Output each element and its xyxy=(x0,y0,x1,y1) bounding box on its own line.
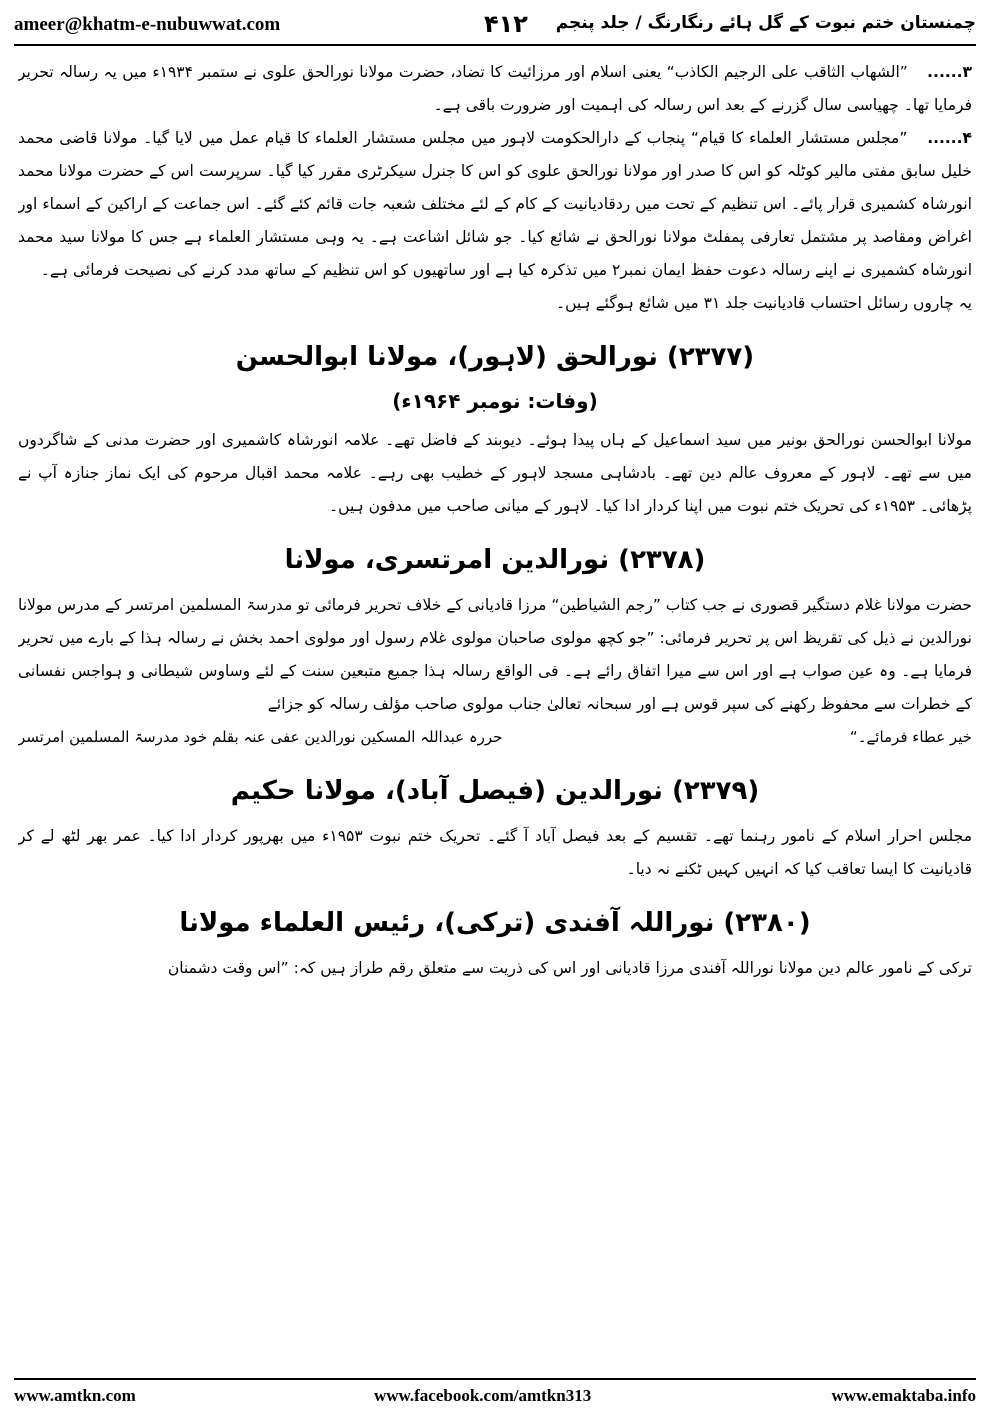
page-number: ۴۱۲ xyxy=(484,10,528,38)
item-number: ۳...... xyxy=(927,63,972,81)
page-content xyxy=(18,56,972,1370)
footer-rule xyxy=(14,1378,976,1380)
closing-note: یہ چاروں رسائل احتساب قادیانیت جلد ۳۱ میں شائع ہوگئے ہیں۔ xyxy=(556,294,972,312)
book-title: چمنستان ختم نبوت کے گل ہائے رنگارنگ / جلد پنجم xyxy=(555,13,976,33)
footer-link-amtkn[interactable]: www.amtkn.com xyxy=(14,1386,136,1405)
section-body-2378: حضرت مولانا غلام دستگیر قصوری نے جب کتاب ”رجم الشیاطین“ مرزا قادیانی کے خلاف تحریر فرمائی تو مدرسۃ المسلمین امرتسر کے مدرس مولانا نورالدین نے ذیل کی تقریظ اس پر تحریر فرمائی: ”جو کچھ مولوی صاحبان مولوی غلام رسول اور مولوی احمد بخش نے رسالہ ہذا کے بارے میں تحریر فرمایا ہے۔ وہ عین صواب ہے اور اس سے میرا اتفاق رائے ہے۔ فی الواقع رسالہ ہذا جمیع متبعین سنت کے لئے وساوس شیطانی و ہواجس نفسانی کے خطرات سے محفوظ رکھنے کی سپر قوس ہے اور سبحانہ تعالیٰ جناب مولوی صاحب مؤلف رسالہ کو جزائے xyxy=(18,596,972,713)
section-heading-2380: (۲۳۸۰) نوراللہ آفندی (ترکی)، رئیس العلماء مولانا xyxy=(179,908,811,938)
item-number: ۴...... xyxy=(927,129,972,147)
signature-line xyxy=(18,721,972,754)
section-heading-2377: (۲۳۷۷) نورالحق (لاہور)، مولانا ابوالحسن xyxy=(235,342,755,372)
page-header xyxy=(14,8,976,42)
intro-item-3 xyxy=(18,56,972,122)
section-heading-2378: (۲۳۷۸) نورالدین امرتسری، مولانا xyxy=(284,545,706,575)
section-body-2380: ترکی کے نامور عالم دین مولانا نوراللہ آفندی مرزا قادیانی اور اس کی ذریت سے متعلق رقم طراز ہیں کہ: ”اس وقت دشمنان xyxy=(167,959,972,977)
item-text: ”مجلس مستشار العلماء کا قیام“ پنجاب کے دارالحکومت لاہور میں مجلس مستشار العلماء کا قیام عمل میں لایا گیا۔ مولانا قاضی محمد خلیل سابق مفتی مالیر کوٹلہ کو اس کا صدر اور مولانا نورالحق علوی کو اس کا جنرل سیکرٹری مقرر کیا گیا۔ سرپرست اس کے حضرت مولانا محمد انورشاہ کشمیری قرار پائے۔ اس تنظیم کے تحت میں ردقادیانیت کے کام کے لئے مختلف شعبہ جات قائم کئے گئے۔ اس جماعت کے اراکین کے اسماء اور اغراض ومقاصد پر مشتمل تعارفی پمفلٹ مولانا نورالحق نے شائع کیا۔ جو شائل اشاعت ہے۔ یہ وہی مستشار العلماء ہے جس کا مولانا سید محمد انورشاہ کشمیری نے اپنے رسالہ دعوت حفظ ایمان نمبر۲ میں تذکرہ کیا ہے اور ساتھیوں کو اس تنظیم کے ساتھ مدد کرنے کی نصیحت فرمائی ہے۔ xyxy=(18,129,972,279)
intro-item-4 xyxy=(18,122,972,287)
footer-link-emaktaba[interactable]: www.emaktaba.info xyxy=(831,1386,976,1405)
section-body-2377: مولانا ابوالحسن نورالحق بونیر میں سید اسماعیل کے ہاں پیدا ہوئے۔ دیوبند کے فاضل تھے۔ علامہ انورشاہ کاشمیری اور حضرت مدنی کے شاگردوں میں سے تھے۔ لاہور کے معروف عالم دین تھے۔ بادشاہی مسجد لاہور کے خطیب بھی رہے۔ علامہ محمد اقبال مرحوم کی ایک نماز جنازہ آپ نے پڑھائی۔ ۱۹۵۳ء کی تحریک ختم نبوت میں اپنا کردار ادا کیا۔ لاہور کے میانی صاحب میں مدفون ہیں۔ xyxy=(18,431,972,515)
footer-link-facebook[interactable]: www.facebook.com/amtkn313 xyxy=(374,1386,592,1405)
header-rule xyxy=(14,44,976,46)
section-body-2379: مجلس احرار اسلام کے نامور رہنما تھے۔ تقسیم کے بعد فیصل آباد آ گئے۔ تحریک ختم نبوت ۱۹۵۳ء میں بھرپور کردار ادا کیا۔ عمر بھر لٹھ لے کر قادیانیت کا ایسا تعاقب کیا کہ انہیں کہیں ٹکنے نہ دیا۔ xyxy=(18,827,972,878)
death-date: (وفات: نومبر ۱۹۶۴ء) xyxy=(392,389,598,413)
signature-author: حررہ عبداللہ المسکین نورالدین عفی عنہ بقلم خود مدرسۃ المسلمین امرتسر xyxy=(18,728,503,746)
section-heading-2379: (۲۳۷۹) نورالدین (فیصل آباد)، مولانا حکیم xyxy=(230,776,760,806)
page-footer xyxy=(14,1386,976,1412)
signature-closing: خیر عطاء فرمائے۔“ xyxy=(849,728,972,746)
item-text: ”الشهاب الثاقب على الرجيم الكاذب“ یعنی اسلام اور مرزائیت کا تضاد، حضرت مولانا نورالحق علوی نے ستمبر ۱۹۳۴ء میں یہ رسالہ تحریر فرمایا تھا۔ چھیاسی سال گزرنے کے بعد اس رسالہ کی اہمیت اور ضرورت باقی ہے۔ xyxy=(18,63,972,114)
header-email: ameer@khatm-e-nubuwwat.com xyxy=(14,14,281,35)
